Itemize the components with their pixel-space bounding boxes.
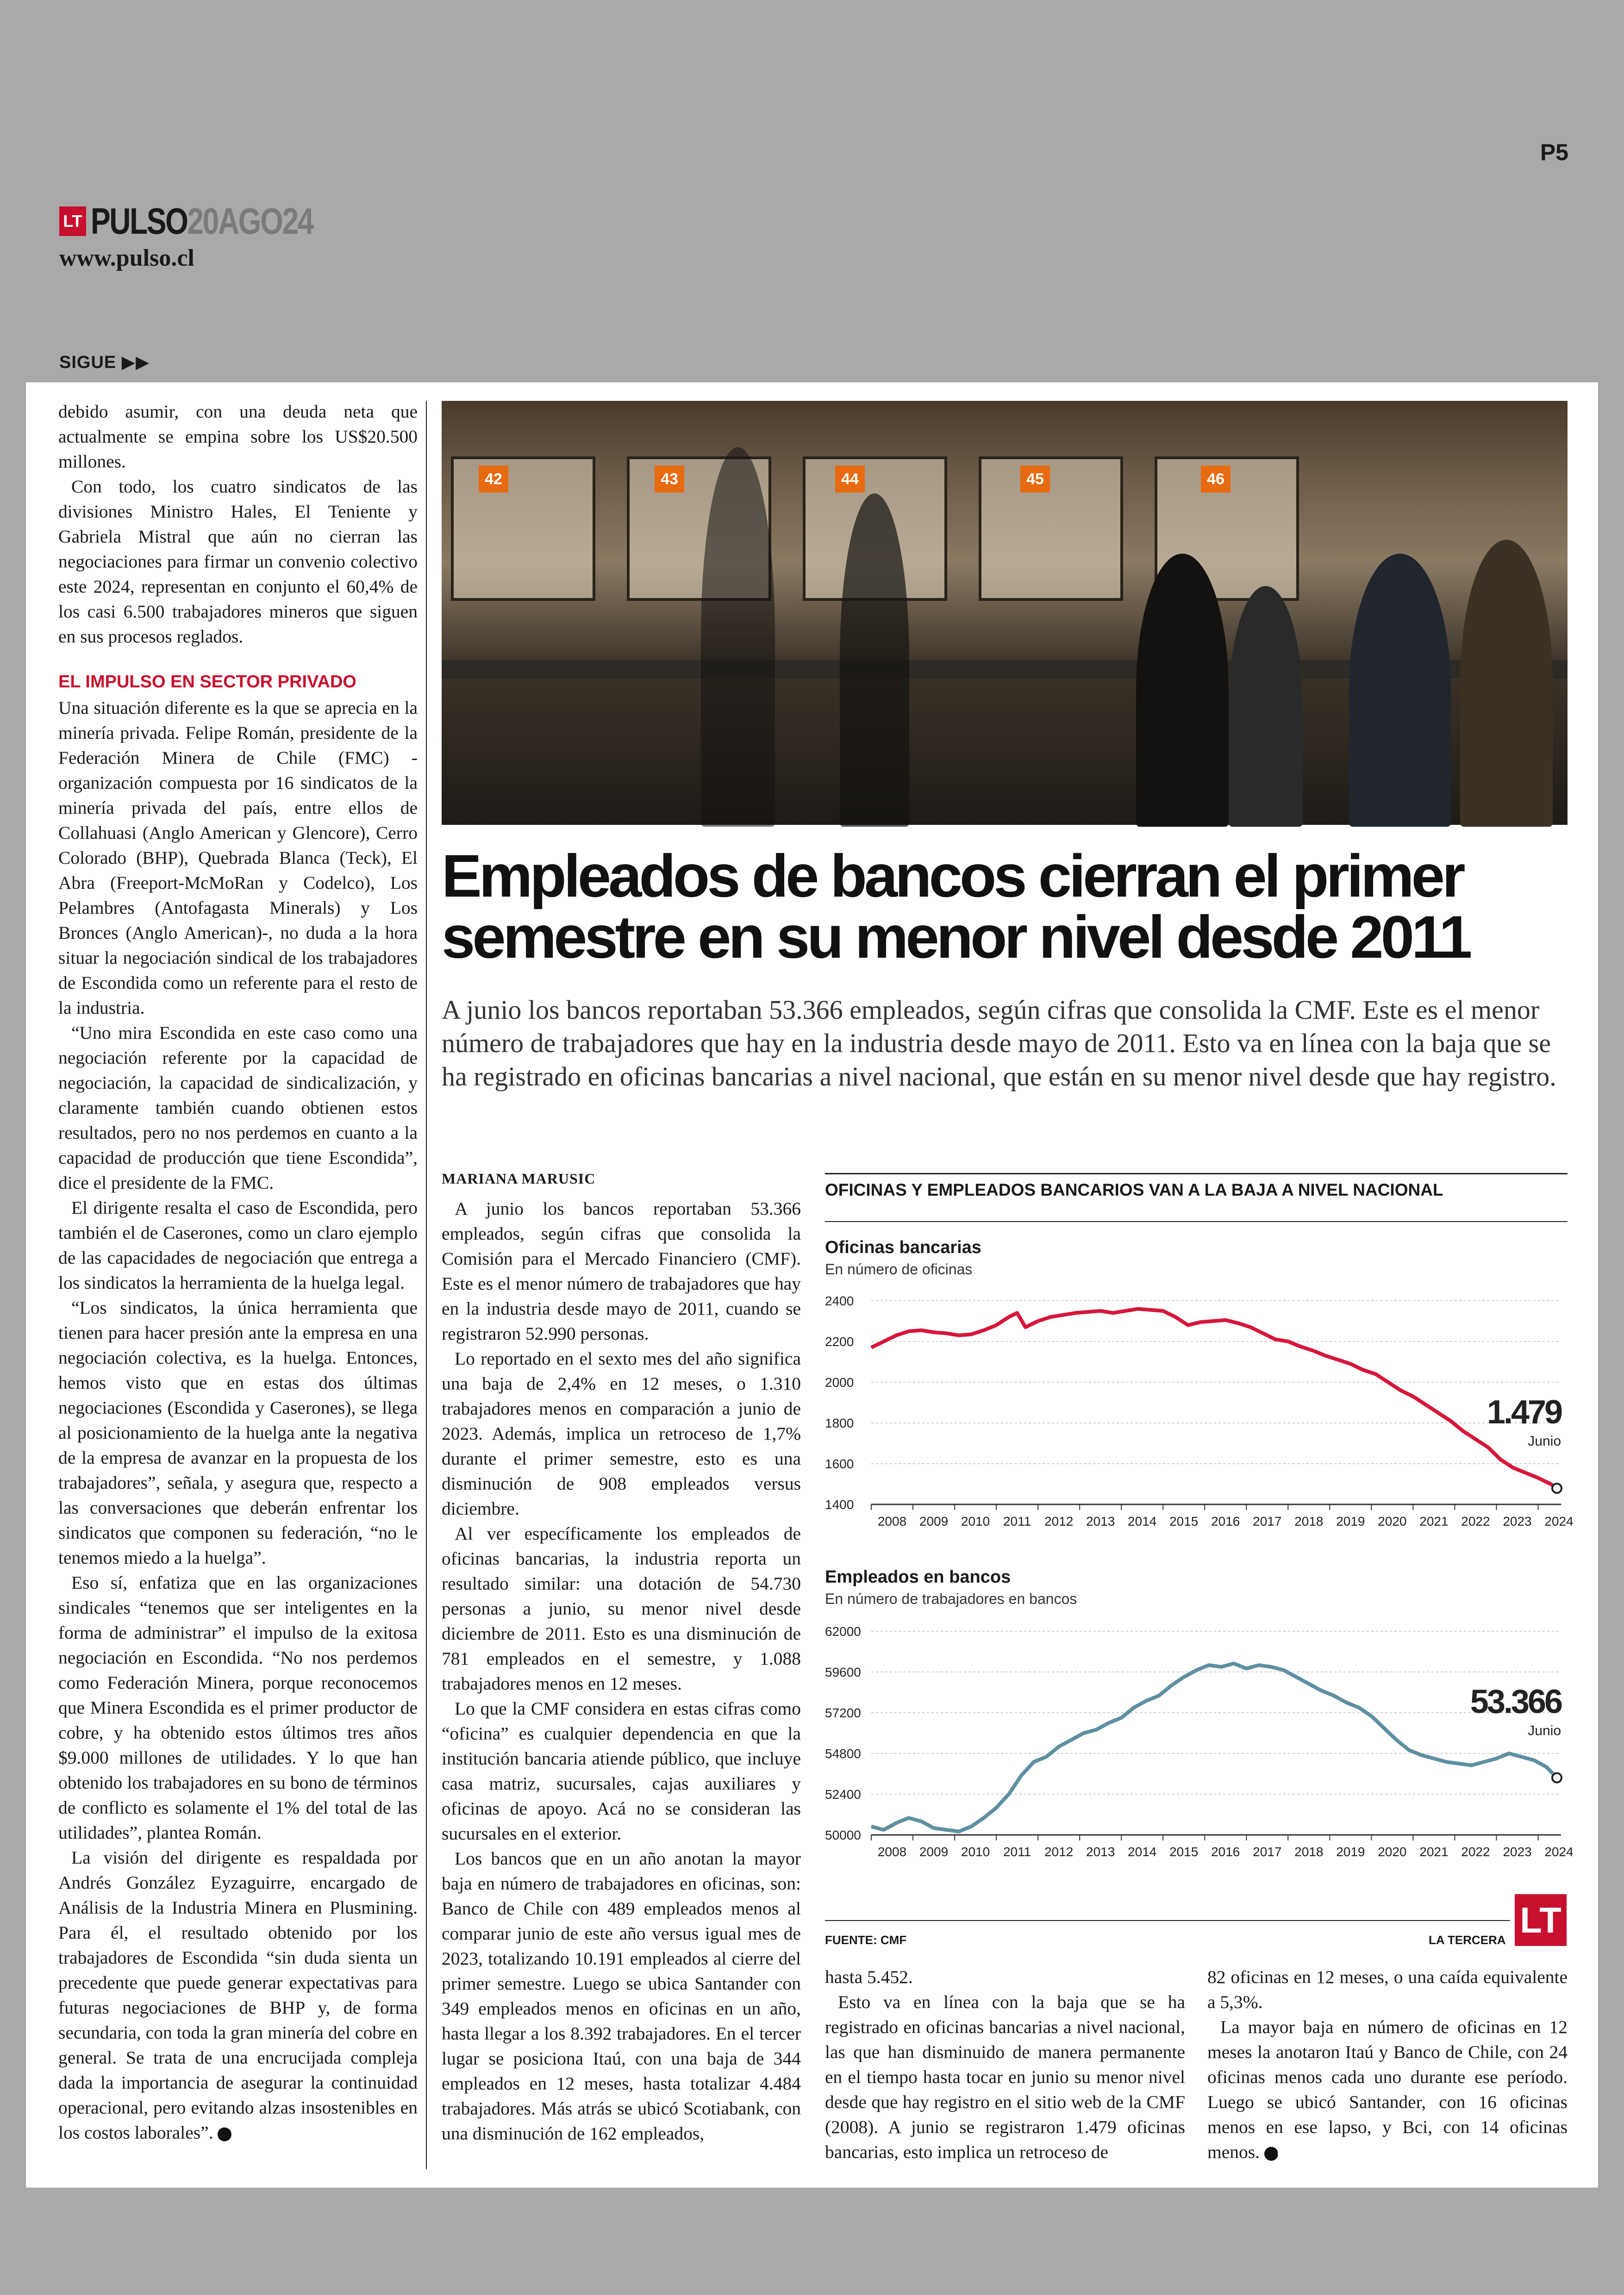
deck: A junio los bancos reportaban 53.366 empleados, según cifras que consolida la CMF. Este es el menor número de trabajadores que hay en la industria desde mayo de 2011. Esto va en línea con la baja que se ha registrado en oficinas bancarias a nivel nacional, que están en su menor nivel desde que hay registro.: [442, 995, 1556, 1091]
y-tick-label: 50000: [825, 1828, 861, 1842]
window-number: 45: [1020, 466, 1050, 493]
x-tick-label: 2015: [1169, 1845, 1199, 1859]
x-tick-label: 2023: [1503, 1514, 1532, 1528]
edition-date: 20AGO24: [187, 200, 313, 242]
x-tick-label: 2011: [1003, 1845, 1031, 1859]
graphic-rule: [825, 1221, 1568, 1222]
offices-line-chart: [825, 1287, 1574, 1546]
x-tick-label: 2018: [1294, 1845, 1324, 1859]
y-tick-label: 52400: [825, 1787, 861, 1802]
paragraph: Al ver específicamente los empleados de oficinas bancarias, la industria reporta un resultado similar: una dotación de 54.730 personas a junio, su menor nivel desde diciembre de 2011. Esto es una disminución de 781 empleados en el semestre, y 1.088 trabajadores menos en 12 meses.: [442, 1523, 801, 1694]
x-tick-label: 2020: [1378, 1845, 1407, 1859]
body-column-2: [825, 1964, 1185, 2164]
x-tick-label: 2013: [1086, 1514, 1115, 1528]
paragraph: Esto va en línea con la baja que se ha registrado en oficinas bancarias a nivel nacional, las que han disminuido de manera permanente en el tiempo hasta tocar en junio su menor nivel desde que hay registro en el sitio web de la CMF (2008). A junio se registraron 1.479 oficinas bancarias, esto implica un retroceso de: [825, 1992, 1185, 2162]
chart1-title: Oficinas bancarias: [825, 1238, 981, 1257]
y-tick-label: 59600: [825, 1665, 861, 1679]
paragraph: La visión del dirigente es respaldada por Andrés González Eyzaguirre, encargado de Análisis de la Industria Minera en Plusmining. Para él, el resultado obtenido por los trabajadores de Escondida “sin duda sienta un precedente que puede generar expectativas para futuras negociaciones de BHP y, de forma secundaria, con toda la gran minería del cobre en general. Se trata de una encrucijada compleja dada la importancia de asegurar la continuidad operacional, pero evitando alzas insostenibles en los costos laborales”. P: [58, 1847, 418, 2143]
last-point-marker: [1552, 1484, 1562, 1493]
byline: MARIANA MARUSIC: [442, 1170, 596, 1187]
x-tick-label: 2008: [877, 1514, 907, 1528]
x-tick-label: 2016: [1211, 1845, 1240, 1859]
x-tick-label: 2019: [1336, 1514, 1365, 1528]
x-tick-label: 2018: [1294, 1514, 1324, 1528]
paragraph: hasta 5.452.: [825, 1967, 913, 1987]
guard: [1349, 554, 1451, 827]
x-tick-label: 2017: [1253, 1514, 1282, 1528]
person: [1229, 586, 1303, 827]
teller-window: [451, 456, 595, 601]
graphic-credit: LA TERCERA: [1429, 1933, 1506, 1947]
x-tick-label: 2015: [1169, 1514, 1199, 1528]
bank-tellers-photo: [442, 401, 1568, 825]
brand-name: PULSO: [91, 200, 187, 242]
last-point-marker: [1552, 1773, 1562, 1783]
lt-logo: LT: [59, 206, 86, 236]
x-tick-label: 2024: [1544, 1845, 1574, 1859]
chart2-title: Empleados en bancos: [825, 1567, 1011, 1587]
graphic-title: OFICINAS Y EMPLEADOS BANCARIOS VAN A LA BAJA A NIVEL NACIONAL: [825, 1180, 1443, 1199]
x-tick-label: 2019: [1336, 1845, 1365, 1859]
chart1-subtitle: En número de oficinas: [825, 1261, 973, 1278]
x-tick-label: 2016: [1211, 1514, 1240, 1528]
series-line: [871, 1664, 1557, 1832]
x-tick-label: 2022: [1461, 1845, 1490, 1859]
y-tick-label: 2200: [825, 1335, 854, 1349]
paragraph: “Uno mira Escondida en este caso como una negociación referente por la capacidad de negociación, la capacidad de sindicalización, y claramente también cuando obtienen estos resultados, pero no nos perdemos en cuanto a la capacidad de producción que tiene Escondida”, dice el presidente de la FMC.: [58, 1023, 418, 1193]
x-tick-label: 2014: [1128, 1514, 1157, 1528]
paragraph: El dirigente resalta el caso de Escondida, pero también el de Caserones, como un claro ejemplo de las capacidades de negociación que entrega a los sindicatos la herramienta de la huelga legal.: [58, 1197, 418, 1293]
y-tick-label: 1400: [825, 1497, 854, 1512]
y-tick-label: 1600: [825, 1457, 854, 1471]
y-tick-label: 62000: [825, 1624, 861, 1639]
x-tick-label: 2012: [1044, 1845, 1074, 1859]
window-number: 46: [1201, 466, 1230, 493]
x-tick-label: 2023: [1503, 1845, 1532, 1859]
paragraph: debido asumir, con una deuda neta que actualmente se empina sobre los US$20.500 millones.: [58, 401, 418, 472]
last-value-label: 1.479: [1487, 1394, 1561, 1431]
window-number: 43: [655, 466, 684, 493]
x-tick-label: 2014: [1128, 1845, 1157, 1859]
last-value-label: 53.366: [1470, 1683, 1561, 1721]
continues-label: SIGUE ▶▶: [59, 353, 150, 372]
x-tick-label: 2013: [1086, 1845, 1115, 1859]
page-number: P5: [1540, 139, 1568, 165]
paragraph: 82 oficinas en 12 meses, o una caída equivalente a 5,3%.: [1207, 1967, 1568, 2012]
left-column-body: [58, 695, 418, 2145]
masthead: [59, 200, 369, 243]
x-tick-label: 2009: [919, 1845, 949, 1859]
x-tick-label: 2022: [1461, 1514, 1490, 1528]
x-tick-label: 2010: [961, 1845, 990, 1859]
x-tick-label: 2012: [1044, 1514, 1074, 1528]
teller-window: [979, 456, 1123, 601]
paragraph: Una situación diferente es la que se aprecia en la minería privada. Felipe Román, presidente de la Federación Minera de Chile (FMC) -organización compuesta por 16 sindicatos de la minería privada del país, entre ellos de Collahuasi (Anglo American y Glencore), Cerro Colorado (BHP), Quebrada Blanca (Teck), El Abra (Freeport-McMoRan y Codelco), Los Pelambres (Antofagasta Minerals) y Los Bronces (Anglo American)-, no duda a la hora situar la negociación sindical de los trabajadores de Escondida como un referente para el resto de la industria.: [58, 698, 418, 1018]
body-column-1: [442, 1196, 801, 2146]
graphic-source: FUENTE: CMF: [825, 1933, 907, 1947]
y-tick-label: 54800: [825, 1746, 861, 1761]
y-tick-label: 2400: [825, 1294, 854, 1308]
paragraph: Lo que la CMF considera en estas cifras como “oficina” es cualquier dependencia en que la institución bancaria atiende público, que incluye casa matriz, sucursales, cajas auxiliares y oficinas de apoyo. Acá no se consideran las sucursales en el exterior.: [442, 1698, 801, 1844]
blurred-person: [701, 447, 775, 827]
person: [1136, 554, 1229, 827]
x-tick-label: 2009: [919, 1514, 949, 1528]
y-tick-label: 2000: [825, 1375, 854, 1390]
guard: [1460, 540, 1553, 827]
last-value-sublabel: Junio: [1528, 1434, 1561, 1449]
brand-date: [91, 200, 313, 243]
left-column: [58, 399, 418, 2145]
window-number: 44: [835, 466, 865, 493]
section-subhead: EL IMPULSO EN SECTOR PRIVADO: [58, 672, 356, 692]
paragraph: “Los sindicatos, la única herramienta que tienen para hacer presión ante la empresa en una negociación colectiva, es la huelga. Entonces, hemos visto que en estas dos últimas negociaciones (Escondida y Caserones), se llega al posicionamiento de la huelga ante la negativa de la empresa de avanzar en la propuesta de los trabajadores”, señala, y asegura que, respecto a las conversaciones que deberán enfrentar los sindicatos que componen su federación, “no le tenemos miedo a la huelga”.: [58, 1297, 418, 1568]
graphic-top-rule: [825, 1173, 1568, 1174]
last-value-sublabel: Junio: [1528, 1723, 1561, 1739]
end-mark-icon: P: [1264, 2147, 1278, 2161]
left-column-intro: [58, 399, 418, 649]
employees-line-chart: [825, 1617, 1574, 1877]
x-tick-label: 2011: [1003, 1514, 1031, 1528]
end-mark-icon: P: [218, 2127, 231, 2141]
graphic-bottom-rule: [825, 1920, 1510, 1921]
body-column-3: [1207, 1964, 1568, 2164]
window-number: 42: [479, 466, 508, 493]
paragraph: Lo reportado en el sexto mes del año significa una baja de 2,4% en 12 meses, o 1.310 trabajadores menos en comparación a junio de 2023. Además, implica un retroceso de 1,7% durante el primer semestre, esto es una disminución de 908 empleados versus diciembre.: [442, 1348, 801, 1519]
x-tick-label: 2024: [1544, 1514, 1574, 1528]
x-tick-label: 2021: [1419, 1514, 1449, 1528]
x-tick-label: 2017: [1253, 1845, 1282, 1859]
paragraph: Con todo, los cuatro sindicatos de las divisiones Ministro Hales, El Teniente y Gabriela Mistral que aún no cierran las negociaciones para firmar un convenio colectivo este 2024, representan en conjunto el 60,4% de los casi 6.500 trabajadores mineros que siguen en sus procesos reglados.: [58, 476, 418, 647]
blurred-person: [840, 493, 909, 827]
la-tercera-logo: LT: [1515, 1894, 1567, 1946]
x-tick-label: 2008: [877, 1845, 907, 1859]
column-divider: [426, 401, 427, 2169]
paragraph: Eso sí, enfatiza que en las organizaciones sindicales “tenemos que ser inteligentes en la forma de administrar” el impulso de la exitosa negociación en Escondida. “No nos perdemos como Federación Minera, porque reconocemos que Minera Escondida es el primer productor de cobre, y ha obtenido estos últimos tres años $9.000 millones de utilidades. Y lo que han obtenido los trabajadores en su bono de términos de conflicto es solamente el 1% del total de las utilidades”, plantea Román.: [58, 1572, 418, 1843]
paragraph: Los bancos que en un año anotan la mayor baja en número de trabajadores en oficinas, son: Banco de Chile con 489 empleados menos al comparar junio de este año versus igual mes de 2023, totalizando 10.191 empleados al cierre del primer semestre. Luego se ubica Santander con 349 empleados menos en oficinas en un año, hasta llegar a los 8.392 trabajadores. En el tercer lugar se posiciona Itaú, con una baja de 344 empleados en 12 meses, hasta totalizar 4.484 trabajadores. Más atrás se ubicó Scotiabank, con una disminución de 162 empleados,: [442, 1848, 801, 2144]
x-tick-label: 2020: [1378, 1514, 1407, 1528]
x-tick-label: 2021: [1419, 1845, 1449, 1859]
paragraph: A junio los bancos reportaban 53.366 empleados, según cifras que consolida la Comisión para el Mercado Financiero (CMF). Este es el menor número de trabajadores que hay en la industria desde mayo de 2011, cuando se registraron 52.990 personas.: [442, 1198, 801, 1344]
website-url[interactable]: www.pulso.cl: [59, 245, 194, 271]
series-line: [871, 1309, 1557, 1489]
paragraph: La mayor baja en número de oficinas en 12 meses la anotaron Itaú y Banco de Chile, con 24 oficinas menos cada uno durante ese período. Luego se ubicó Santander, con 16 oficinas menos en ese lapso, y Bci, con 14 oficinas menos. P: [1207, 2017, 1568, 2162]
chart2-subtitle: En número de trabajadores en bancos: [825, 1590, 1077, 1607]
x-tick-label: 2010: [961, 1514, 990, 1528]
headline: Empleados de bancos cierran el primer semestre en su menor nivel desde 2011: [442, 842, 1470, 971]
y-tick-label: 57200: [825, 1706, 861, 1720]
y-tick-label: 1800: [825, 1416, 854, 1430]
